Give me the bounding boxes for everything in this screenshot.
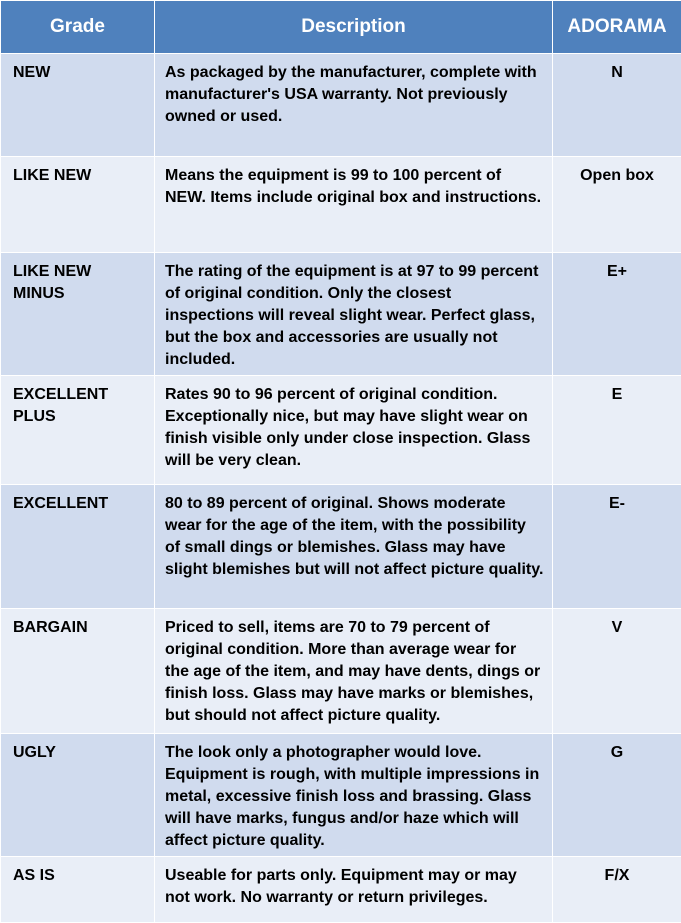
table-row	[1, 857, 681, 923]
table-row	[1, 734, 681, 857]
header-row	[1, 1, 681, 54]
description-cell: Means the equipment is 99 to 100 percent of NEW. Items include original box and instructions.	[155, 157, 553, 253]
table-row	[1, 54, 681, 157]
description-cell: The look only a photographer would love. Equipment is rough, with multiple impressions in metal, excessive finish loss and brassing. Glass will have marks, fungus and/or haze which will affect picture quality.	[155, 734, 553, 857]
grade-cell: AS IS	[1, 857, 155, 923]
adorama-code-cell: F/X	[553, 857, 681, 923]
header-adorama: ADORAMA	[553, 1, 681, 54]
table-row	[1, 609, 681, 734]
description-cell: Rates 90 to 96 percent of original condition. Exceptionally nice, but may have slight wear on finish visible only under close inspection. Glass will be very clean.	[155, 376, 553, 485]
grade-cell: EXCELLENT PLUS	[1, 376, 155, 485]
grade-cell: BARGAIN	[1, 609, 155, 734]
table-row	[1, 376, 681, 485]
description-cell: The rating of the equipment is at 97 to 99 percent of original condition. Only the closest inspections will reveal slight wear. Perfect glass, but the box and accessories are usually not included.	[155, 253, 553, 376]
description-cell: Priced to sell, items are 70 to 79 percent of original condition. More than average wear for the age of the item, and may have dents, dings or finish loss. Glass may have marks or blemishes, but should not affect picture quality.	[155, 609, 553, 734]
grade-cell: NEW	[1, 54, 155, 157]
adorama-code-cell: E	[553, 376, 681, 485]
description-cell: 80 to 89 percent of original. Shows moderate wear for the age of the item, with the possibility of small dings or blemishes. Glass may have slight blemishes but will not affect picture quality.	[155, 485, 553, 609]
adorama-code-cell: Open box	[553, 157, 681, 253]
header-description: Description	[155, 1, 553, 54]
grade-cell: LIKE NEW	[1, 157, 155, 253]
table-row	[1, 253, 681, 376]
adorama-code-cell: G	[553, 734, 681, 857]
adorama-code-cell: N	[553, 54, 681, 157]
header-grade: Grade	[1, 1, 155, 54]
table-row	[1, 485, 681, 609]
adorama-code-cell: V	[553, 609, 681, 734]
description-cell: Useable for parts only. Equipment may or may not work. No warranty or return privileges.	[155, 857, 553, 923]
adorama-code-cell: E+	[553, 253, 681, 376]
description-cell: As packaged by the manufacturer, complete with manufacturer's USA warranty. Not previously owned or used.	[155, 54, 553, 157]
grade-cell: LIKE NEW MINUS	[1, 253, 155, 376]
adorama-code-cell: E-	[553, 485, 681, 609]
grade-cell: UGLY	[1, 734, 155, 857]
table-row	[1, 157, 681, 253]
grade-cell: EXCELLENT	[1, 485, 155, 609]
